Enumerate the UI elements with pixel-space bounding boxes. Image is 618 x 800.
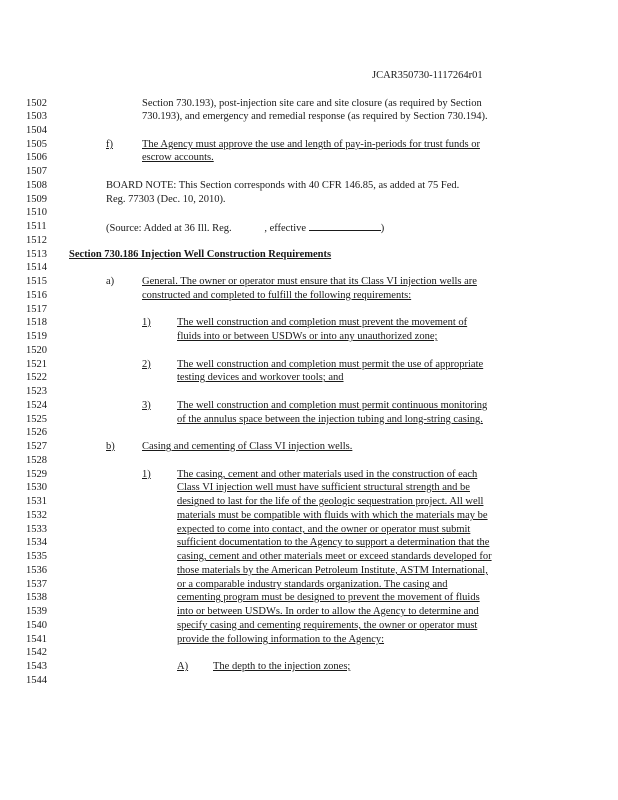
item-1-text: fluids into or between USDWs or into any unauthorized zone; [177,331,438,342]
item-b1-text: sufficient documentation to the Agency to support a determination that the [177,537,490,548]
line-number: 1513 [26,249,47,260]
item-label-2: 2) [142,359,151,370]
subsection-b-title: Casing and cementing of Class VI injection wells. [142,441,353,452]
line-number: 1504 [26,125,47,136]
item-b1-text: into or between USDWs. In order to allow the Agency to determine and [177,606,479,617]
item-3-text: The well construction and completion must permit continuous monitoring [177,400,488,411]
board-note: BOARD NOTE: This Section corresponds with 40 CFR 146.85, as added at 75 Fed. [106,180,460,191]
line-number: 1515 [26,276,47,287]
item-b1-text: expected to come into contact, and the owner or operator must submit [177,524,471,535]
subsection-label-b: b) [106,441,115,452]
line-number: 1535 [26,551,47,562]
line-number: 1511 [26,221,47,232]
item-b1-text: specify casing and cementing requirements, the owner or operator must [177,620,478,631]
line-number: 1502 [26,98,47,109]
line-number: 1512 [26,235,47,246]
line-number: 1539 [26,606,47,617]
line-number: 1529 [26,469,47,480]
line-number: 1541 [26,634,47,645]
line-number: 1503 [26,111,47,122]
item-label-1: 1) [142,317,151,328]
item-A-text: The depth to the injection zones; [213,661,351,672]
line-number: 1521 [26,359,47,370]
line-number: 1532 [26,510,47,521]
source-text: (Source: Added at 36 Ill. Reg. [106,223,235,234]
line-number: 1508 [26,180,47,191]
line-number: 1526 [26,427,47,438]
line-number: 1542 [26,647,47,658]
document-id-header: JCAR350730-1117264r01 [372,70,483,81]
line-number: 1517 [26,304,47,315]
line-number: 1518 [26,317,47,328]
item-2-text: The well construction and completion must permit the use of appropriate [177,359,484,370]
subsection-a-text: constructed and completed to fulfill the following requirements: [142,290,412,301]
line-number: 1527 [26,441,47,452]
item-b1-text: cementing program must be designed to prevent the movement of fluids [177,592,480,603]
subsection-f-text: escrow accounts. [142,152,214,163]
item-b1-text: those materials by the American Petroleum Institute, ASTM International, [177,565,488,576]
line-number: 1507 [26,166,47,177]
line-number: 1540 [26,620,47,631]
source-effective: , effective [264,223,309,234]
line-number: 1509 [26,194,47,205]
item-b1-text: The casing, cement and other materials used in the construction of each [177,469,478,480]
item-2-text: testing devices and workover tools; and [177,372,344,383]
line-number: 1533 [26,524,47,535]
source-note [106,221,384,235]
item-b1-text: designed to last for the life of the geologic sequestration project. All well [177,496,484,507]
subsection-label-a: a) [106,276,115,287]
line-number: 1537 [26,579,47,590]
line-number: 1510 [26,207,47,218]
subsection-label-f: f) [106,139,113,150]
line-number: 1538 [26,592,47,603]
item-b1-text: or a comparable industry standards organization. The casing and [177,579,448,590]
section-heading: Section 730.186 Injection Well Construction Requirements [69,249,332,260]
subsection-f-text: The Agency must approve the use and length of pay-in-periods for trust funds or [142,139,480,150]
item-1-text: The well construction and completion must prevent the movement of [177,317,468,328]
line-number: 1525 [26,414,47,425]
line-number: 1505 [26,139,47,150]
continuation-line: Section 730.193), post-injection site care and site closure (as required by Section [142,98,482,109]
item-label-A: A) [177,661,189,672]
line-number: 1514 [26,262,47,273]
line-number: 1524 [26,400,47,411]
item-b1-text: casing, cement and other materials meet or exceed standards developed for [177,551,492,562]
line-number: 1523 [26,386,47,397]
line-number: 1544 [26,675,47,686]
line-number: 1531 [26,496,47,507]
line-number: 1506 [26,152,47,163]
continuation-line: 730.193), and emergency and remedial response (as required by Section 730.194). [142,111,488,122]
item-b1-text: materials must be compatible with fluids with which the materials may be [177,510,488,521]
line-number: 1543 [26,661,47,672]
source-close: ) [380,223,385,234]
line-number: 1519 [26,331,47,342]
board-note: Reg. 77303 (Dec. 10, 2010). [106,194,226,205]
line-number: 1528 [26,455,47,466]
line-number: 1516 [26,290,47,301]
effective-date-blank [309,221,381,231]
item-label-3: 3) [142,400,151,411]
subsection-a-text: General. The owner or operator must ensure that its Class VI injection wells are [142,276,477,287]
line-number: 1534 [26,537,47,548]
item-b1-text: Class VI injection well must have sufficient structural strength and be [177,482,470,493]
item-b1-text: provide the following information to the Agency: [177,634,385,645]
line-number: 1522 [26,372,47,383]
line-number: 1530 [26,482,47,493]
line-number: 1536 [26,565,47,576]
item-label-b1: 1) [142,469,151,480]
line-number: 1520 [26,345,47,356]
item-3-text: of the annulus space between the injection tubing and long-string casing. [177,414,483,425]
